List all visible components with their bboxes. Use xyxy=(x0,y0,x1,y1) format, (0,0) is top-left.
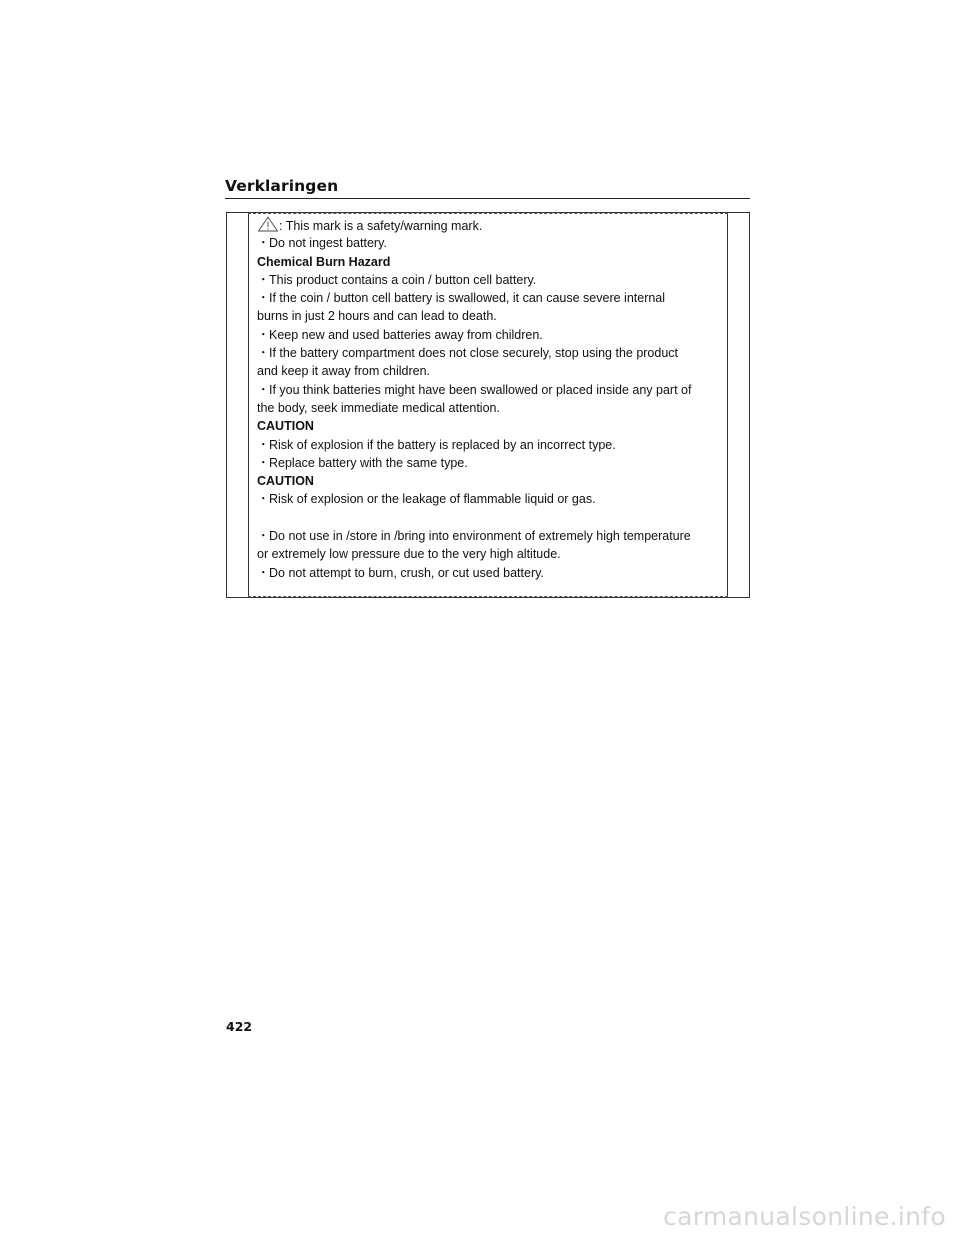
frame-bottom-dashed-rule xyxy=(248,596,728,597)
warning-mark-text: : This mark is a safety/warning mark. xyxy=(279,219,483,233)
list-item-text: Do not use in /store in /bring into environment of extremely high temperature xyxy=(269,529,691,544)
bullet-dot: ・ xyxy=(257,272,270,287)
list-item-continuation: the body, seek immediate medical attention. xyxy=(257,400,500,415)
page-number: 422 xyxy=(226,1019,253,1034)
frame-right-rule xyxy=(727,213,728,597)
list-item xyxy=(257,326,717,344)
bullet-dot: ・ xyxy=(257,236,270,251)
list-item xyxy=(257,344,717,362)
list-item xyxy=(257,490,717,508)
list-item-text: Replace battery with the same type. xyxy=(269,455,468,470)
list-item-text: Do not ingest battery. xyxy=(269,236,387,251)
blank-line xyxy=(257,509,717,527)
bullet-dot: ・ xyxy=(257,327,270,342)
list-item xyxy=(257,564,717,582)
list-item-continuation: or extremely low pressure due to the very high altitude. xyxy=(257,547,561,562)
list-item-text: Do not attempt to burn, crush, or cut used battery. xyxy=(269,565,544,580)
bullet-dot: ・ xyxy=(257,529,270,544)
caution-heading: CAUTION xyxy=(257,474,314,489)
list-item-text: Keep new and used batteries away from children. xyxy=(269,327,543,342)
list-item xyxy=(257,454,717,472)
title-divider xyxy=(225,198,750,199)
section-title: Verklaringen xyxy=(225,177,339,195)
bullet-dot: ・ xyxy=(257,382,270,397)
list-item-text: If the coin / button cell battery is swallowed, it can cause severe internal xyxy=(269,291,666,306)
chemical-burn-heading: Chemical Burn Hazard xyxy=(257,254,391,269)
bullet-dot: ・ xyxy=(257,455,270,470)
list-item xyxy=(257,381,717,399)
list-item xyxy=(257,527,717,545)
list-item-text: If the battery compartment does not close securely, stop using the product xyxy=(269,346,679,361)
list-item-text: Risk of explosion or the leakage of flammable liquid or gas. xyxy=(269,492,596,507)
list-item xyxy=(257,271,717,289)
frame-left-rule xyxy=(248,213,249,597)
list-item-text: Risk of explosion if the battery is replaced by an incorrect type. xyxy=(269,437,616,452)
bullet-dot: ・ xyxy=(257,291,270,306)
warning-triangle-icon xyxy=(257,216,279,232)
bullet-dot: ・ xyxy=(257,437,270,452)
list-item-text: If you think batteries might have been swallowed or placed inside any part of xyxy=(269,382,692,397)
watermark: carmanualsonline.info xyxy=(663,1202,946,1231)
warning-mark-line xyxy=(257,216,717,234)
list-item-continuation: and keep it away from children. xyxy=(257,364,431,379)
frame-top-dashed-rule xyxy=(248,213,728,214)
caution-heading: CAUTION xyxy=(257,419,314,434)
list-item xyxy=(257,234,717,252)
list-item xyxy=(257,436,717,454)
list-item-text: This product contains a coin / button cell battery. xyxy=(269,272,537,287)
list-item xyxy=(257,289,717,307)
bullet-dot: ・ xyxy=(257,346,270,361)
warning-box-content xyxy=(257,216,717,582)
bullet-dot: ・ xyxy=(257,492,270,507)
list-item-continuation: burns in just 2 hours and can lead to death. xyxy=(257,309,497,324)
bullet-dot: ・ xyxy=(257,565,270,580)
